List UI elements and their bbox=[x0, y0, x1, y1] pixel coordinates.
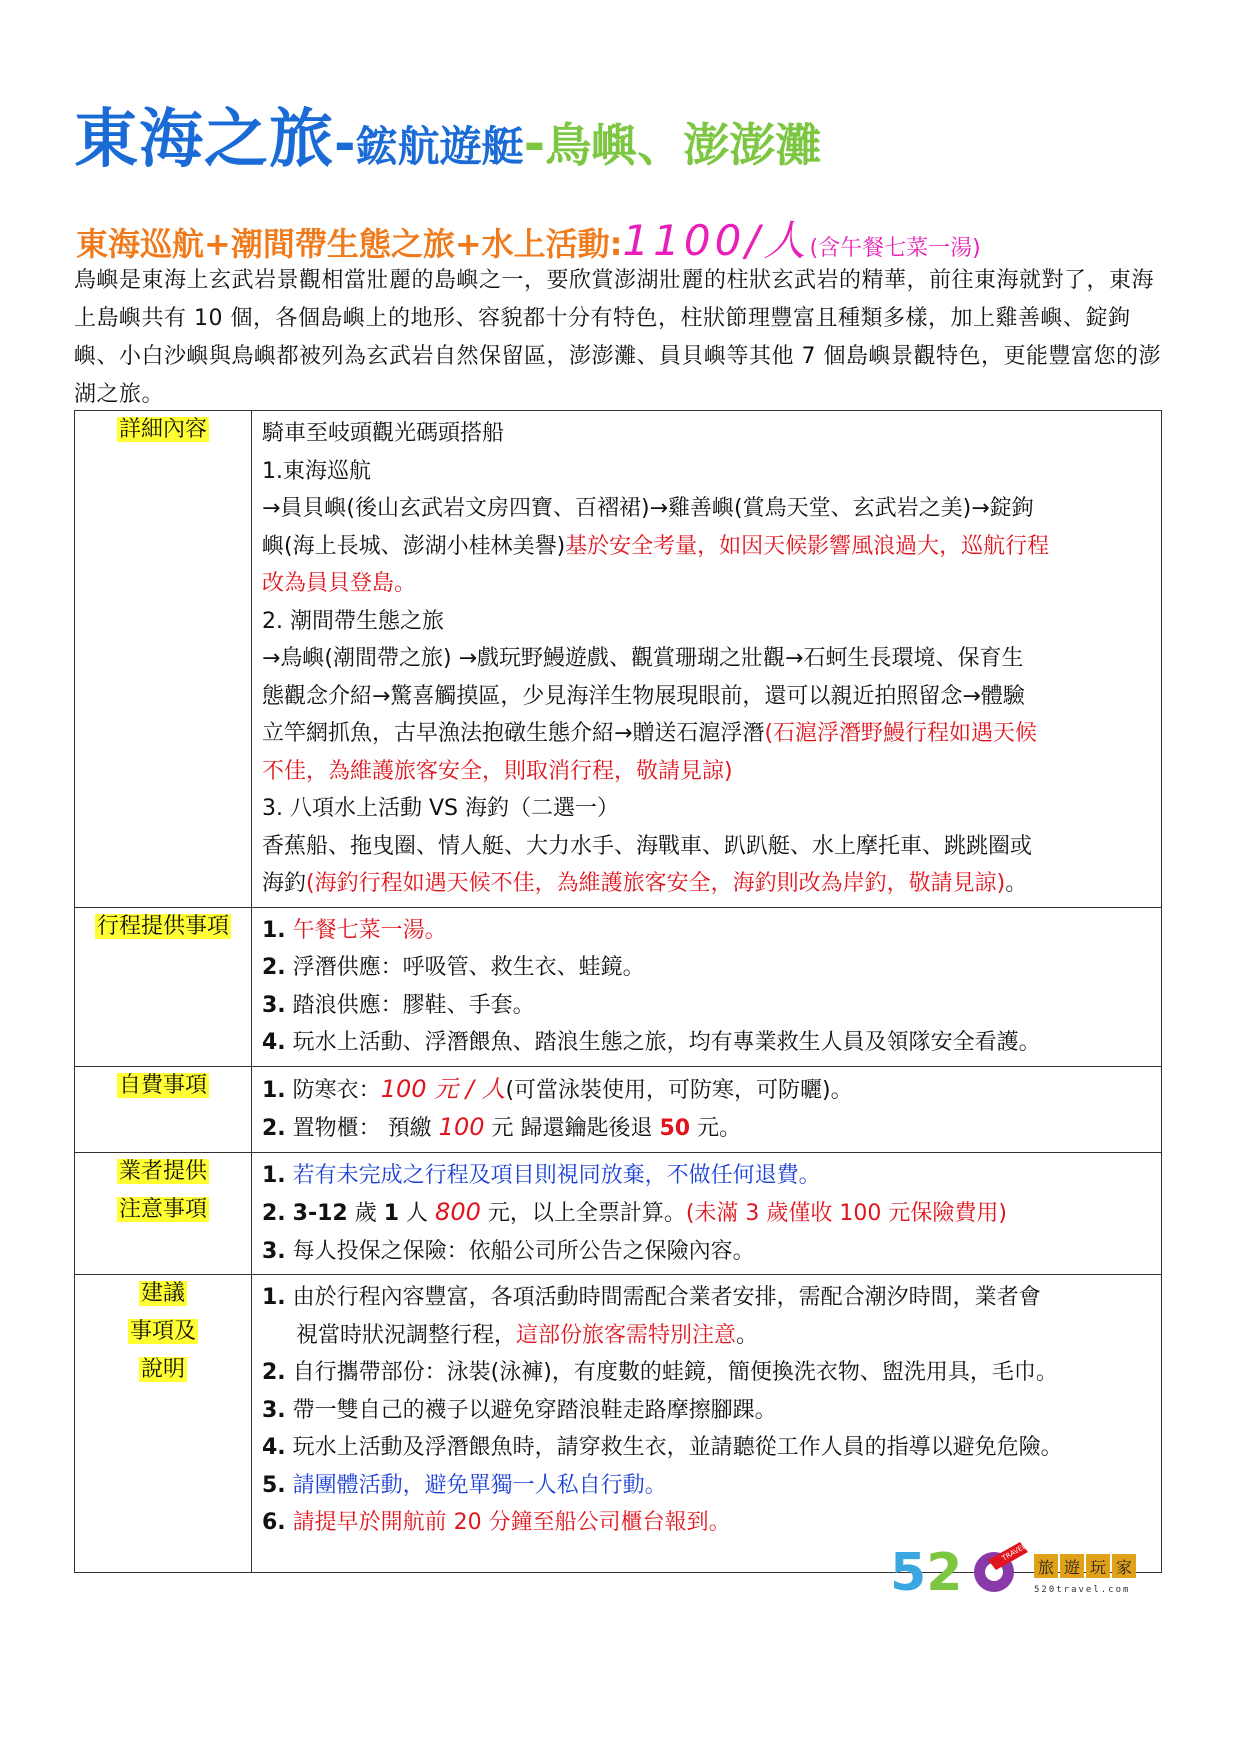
subtitle-note: (含午餐七菜一湯) bbox=[809, 236, 981, 261]
list-text: 人 bbox=[399, 1201, 436, 1226]
list-text: 自行攜帶部份：泳裝(泳褲)，有度數的蛙鏡，簡便換洗衣物、盥洗用具，毛巾。 bbox=[292, 1360, 1058, 1385]
list-text: 若有未完成之行程及項目則視同放棄，不做任何退費。 bbox=[292, 1162, 821, 1188]
list-text: 踏浪供應：膠鞋、手套。 bbox=[292, 992, 535, 1018]
title-separator-1: - bbox=[334, 114, 356, 174]
list-item bbox=[262, 1194, 1151, 1233]
list-number: 3. bbox=[262, 992, 286, 1018]
label-stack bbox=[75, 1275, 251, 1313]
list-item bbox=[262, 1157, 1151, 1195]
label-notice-2: 注意事項 bbox=[118, 1196, 207, 1222]
list-text: 元，以上全票計算。 bbox=[480, 1201, 686, 1226]
label-stack bbox=[75, 1351, 251, 1389]
details-text: 嶼(海上長城、澎湖小桂林美譽) bbox=[262, 533, 566, 559]
list-text: 帶一雙自己的襪子以避免穿踏浪鞋走路摩擦腳踝。 bbox=[292, 1397, 777, 1423]
logo-char: 玩 bbox=[1089, 1558, 1107, 1577]
price-text: 100 元 / 人 bbox=[380, 1074, 506, 1103]
list-text: 元 歸還鑰匙後退 bbox=[484, 1116, 660, 1141]
details-line: 1.東海巡航 bbox=[262, 458, 371, 484]
label-stack bbox=[75, 1313, 251, 1351]
list-item bbox=[262, 1392, 1151, 1430]
list-item bbox=[262, 987, 1151, 1025]
logo-digit-2: 2 bbox=[926, 1543, 963, 1602]
list-item bbox=[262, 1354, 1151, 1392]
details-line bbox=[262, 528, 1151, 566]
label-advice-2: 事項及 bbox=[129, 1319, 196, 1344]
logo-digit-5: 5 bbox=[890, 1543, 927, 1602]
list-warning: (未滿 3 歲僅收 100 元保險費用) bbox=[685, 1201, 1007, 1226]
list-text: 每人投保之保險：依船公司所公告之保險內容。 bbox=[292, 1238, 755, 1264]
list-number: 3. bbox=[262, 1397, 286, 1423]
table-row-advice bbox=[75, 1275, 1162, 1573]
details-text: 海釣 bbox=[262, 871, 307, 896]
list-item bbox=[262, 1071, 1151, 1110]
subtitle-text: 東海巡航+潮間帶生態之旅+水上活動: bbox=[76, 225, 623, 263]
list-number: 1. bbox=[262, 1077, 286, 1103]
content-cell-advice bbox=[252, 1275, 1162, 1573]
title-part-1: 東海之旅 bbox=[74, 103, 334, 177]
list-item bbox=[262, 1467, 1151, 1505]
label-advice-3: 說明 bbox=[140, 1357, 185, 1382]
logo-chars bbox=[1034, 1554, 1136, 1578]
list-number: 4. bbox=[262, 1030, 286, 1055]
label-cell bbox=[75, 1275, 252, 1573]
details-line: 2. 潮間帶生態之旅 bbox=[262, 608, 444, 634]
content-cell-selfpay bbox=[252, 1066, 1162, 1152]
label-stack bbox=[75, 1191, 251, 1229]
label-stack bbox=[75, 1153, 251, 1191]
details-text: 立竿網抓魚，古早漁法抱礅生態介紹→贈送石滬浮潛 bbox=[262, 721, 765, 746]
content-cell-provided bbox=[252, 907, 1162, 1066]
details-line: 騎車至岐頭觀光碼頭搭船 bbox=[262, 421, 505, 446]
details-line bbox=[262, 715, 1151, 753]
list-item-continued bbox=[262, 1317, 1151, 1355]
list-item bbox=[262, 949, 1151, 987]
details-line: 3. 八項水上活動 VS 海釣（二選一） bbox=[262, 796, 619, 821]
list-item bbox=[262, 1504, 1151, 1542]
list-text: (可當泳裝使用，可防寒，可防曬)。 bbox=[505, 1077, 853, 1103]
table-row-provided bbox=[75, 907, 1162, 1066]
price-text: 100 bbox=[438, 1113, 485, 1141]
list-item bbox=[262, 1024, 1151, 1062]
label-details: 詳細內容 bbox=[118, 417, 207, 442]
list-text: 午餐七菜一湯。 bbox=[292, 917, 447, 943]
label-selfpay: 自費事項 bbox=[118, 1072, 207, 1098]
details-line: →員貝嶼(後山玄武岩文房四寶、百褶裙)→雞善嶼(賞鳥天堂、玄武岩之美)→錠鉤 bbox=[262, 496, 1034, 521]
table-row-details bbox=[75, 411, 1162, 908]
list-text: 1 bbox=[383, 1201, 400, 1226]
list-item bbox=[262, 1233, 1151, 1271]
details-line bbox=[262, 865, 1151, 903]
logo-char: 旅 bbox=[1037, 1558, 1055, 1577]
logo-url: 520travel.com bbox=[1034, 1585, 1131, 1595]
logo-tag-text: TRAVEL bbox=[1000, 1542, 1028, 1563]
details-warning: (石滬浮潛野鰻行程如遇天候 bbox=[764, 721, 1038, 746]
label-provided: 行程提供事項 bbox=[96, 913, 229, 939]
logo-digits bbox=[890, 1543, 962, 1602]
intro-paragraph: 鳥嶼是東海上玄武岩景觀相當壯麗的島嶼之一，要欣賞澎湖壯麗的柱狀玄武岩的精華，前往東海就對了，東海上島嶼共有 10 個，各個島嶼上的地形、容貌都十分有特色，柱狀節理豐富且種類多樣，加上雞善嶼、錠鉤嶼、小白沙嶼與鳥嶼都被列為玄武岩自然保留區，澎澎灘、員貝嶼等其他 7 個島嶼景觀特色，更能豐富您的澎湖之旅。 bbox=[74, 268, 1161, 407]
page-title bbox=[74, 88, 1174, 178]
list-text: 歲 bbox=[347, 1201, 384, 1226]
list-item bbox=[262, 1279, 1151, 1317]
title-part-3: 鳥嶼、澎澎灘 bbox=[545, 118, 822, 172]
price-text: 50 bbox=[659, 1116, 691, 1141]
list-text: 元。 bbox=[690, 1116, 742, 1141]
table-row-notice bbox=[75, 1152, 1162, 1275]
list-text: 置物櫃： 預繳 bbox=[292, 1116, 439, 1141]
list-number: 2. bbox=[262, 1360, 286, 1385]
label-notice-1: 業者提供 bbox=[118, 1158, 207, 1184]
details-line: →鳥嶼(潮間帶之旅) →戲玩野鰻遊戲、觀賞珊瑚之壯觀→石蚵生長環境、保育生 bbox=[262, 646, 1024, 671]
list-text: 。 bbox=[736, 1322, 759, 1348]
list-text: 由於行程內容豐富，各項活動時間需配合業者安排，需配合潮汐時間，業者會 bbox=[292, 1285, 1041, 1310]
details-warning-line: 不佳，為維護旅客安全，則取消行程，敬請見諒) bbox=[262, 758, 733, 784]
title-part-2: 鋐航遊艇 bbox=[355, 122, 524, 171]
logo-char: 家 bbox=[1115, 1558, 1133, 1577]
list-item bbox=[262, 1109, 1151, 1148]
list-text: 3-12 bbox=[292, 1201, 348, 1226]
list-number: 5. bbox=[262, 1472, 286, 1498]
list-number: 1. bbox=[262, 1285, 286, 1310]
price-text: 800 bbox=[435, 1198, 481, 1226]
details-warning-line: 改為員貝登島。 bbox=[262, 571, 417, 596]
subtitle-price: 1100/人 bbox=[622, 216, 810, 265]
list-number: 6. bbox=[262, 1510, 286, 1535]
label-cell bbox=[75, 907, 252, 1066]
label-cell bbox=[75, 411, 252, 908]
details-line: 香蕉船、拖曳圈、情人艇、大力水手、海戰車、趴趴艇、水上摩托車、跳跳圈或 bbox=[262, 833, 1033, 859]
list-number: 2. bbox=[262, 1201, 286, 1226]
list-number: 1. bbox=[262, 917, 286, 943]
details-warning: (海釣行程如遇天候不佳，為維護旅客安全，海釣則改為岸釣，敬請見諒) bbox=[306, 871, 1006, 896]
list-number: 2. bbox=[262, 955, 286, 980]
details-line: 態觀念介紹→驚喜觸摸區，少見海洋生物展現眼前，還可以親近拍照留念→體驗 bbox=[262, 683, 1025, 709]
details-warning: 基於安全考量，如因天候影響風浪過大，巡航行程 bbox=[565, 533, 1050, 559]
list-number: 3. bbox=[262, 1238, 286, 1264]
list-text: 視當時狀況調整行程， bbox=[296, 1322, 517, 1348]
subtitle bbox=[76, 208, 1176, 265]
list-text: 請團體活動，避免單獨一人私自行動。 bbox=[292, 1472, 667, 1498]
label-cell bbox=[75, 1152, 252, 1275]
list-item bbox=[262, 1429, 1151, 1467]
list-item bbox=[262, 912, 1151, 950]
list-number: 4. bbox=[262, 1435, 286, 1460]
list-text: 玩水上活動、浮潛餵魚、踏浪生態之旅，均有專業救生人員及領隊安全看護。 bbox=[292, 1030, 1041, 1055]
brand-logo bbox=[888, 1538, 1158, 1602]
list-warning: 這部份旅客需特別注意 bbox=[516, 1322, 737, 1348]
logo-char: 遊 bbox=[1063, 1558, 1081, 1577]
list-number: 2. bbox=[262, 1116, 286, 1141]
label-advice-1: 建議 bbox=[140, 1281, 185, 1306]
list-text: 玩水上活動及浮潛餵魚時，請穿救生衣，並請聽從工作人員的指導以避免危險。 bbox=[292, 1435, 1063, 1460]
list-text: 浮潛供應：呼吸管、救生衣、蛙鏡。 bbox=[292, 955, 645, 980]
itinerary-table bbox=[74, 410, 1162, 1573]
content-cell-notice bbox=[252, 1152, 1162, 1275]
label-cell bbox=[75, 1066, 252, 1152]
details-text: 。 bbox=[1005, 871, 1028, 896]
content-cell-details bbox=[252, 411, 1162, 908]
list-warning: 請提早於開航前 20 分鐘至船公司櫃台報到。 bbox=[292, 1510, 731, 1535]
list-text: 防寒衣： bbox=[292, 1077, 381, 1103]
list-number: 1. bbox=[262, 1162, 286, 1188]
title-separator-2: - bbox=[523, 114, 546, 174]
table-row-selfpay bbox=[75, 1066, 1162, 1152]
